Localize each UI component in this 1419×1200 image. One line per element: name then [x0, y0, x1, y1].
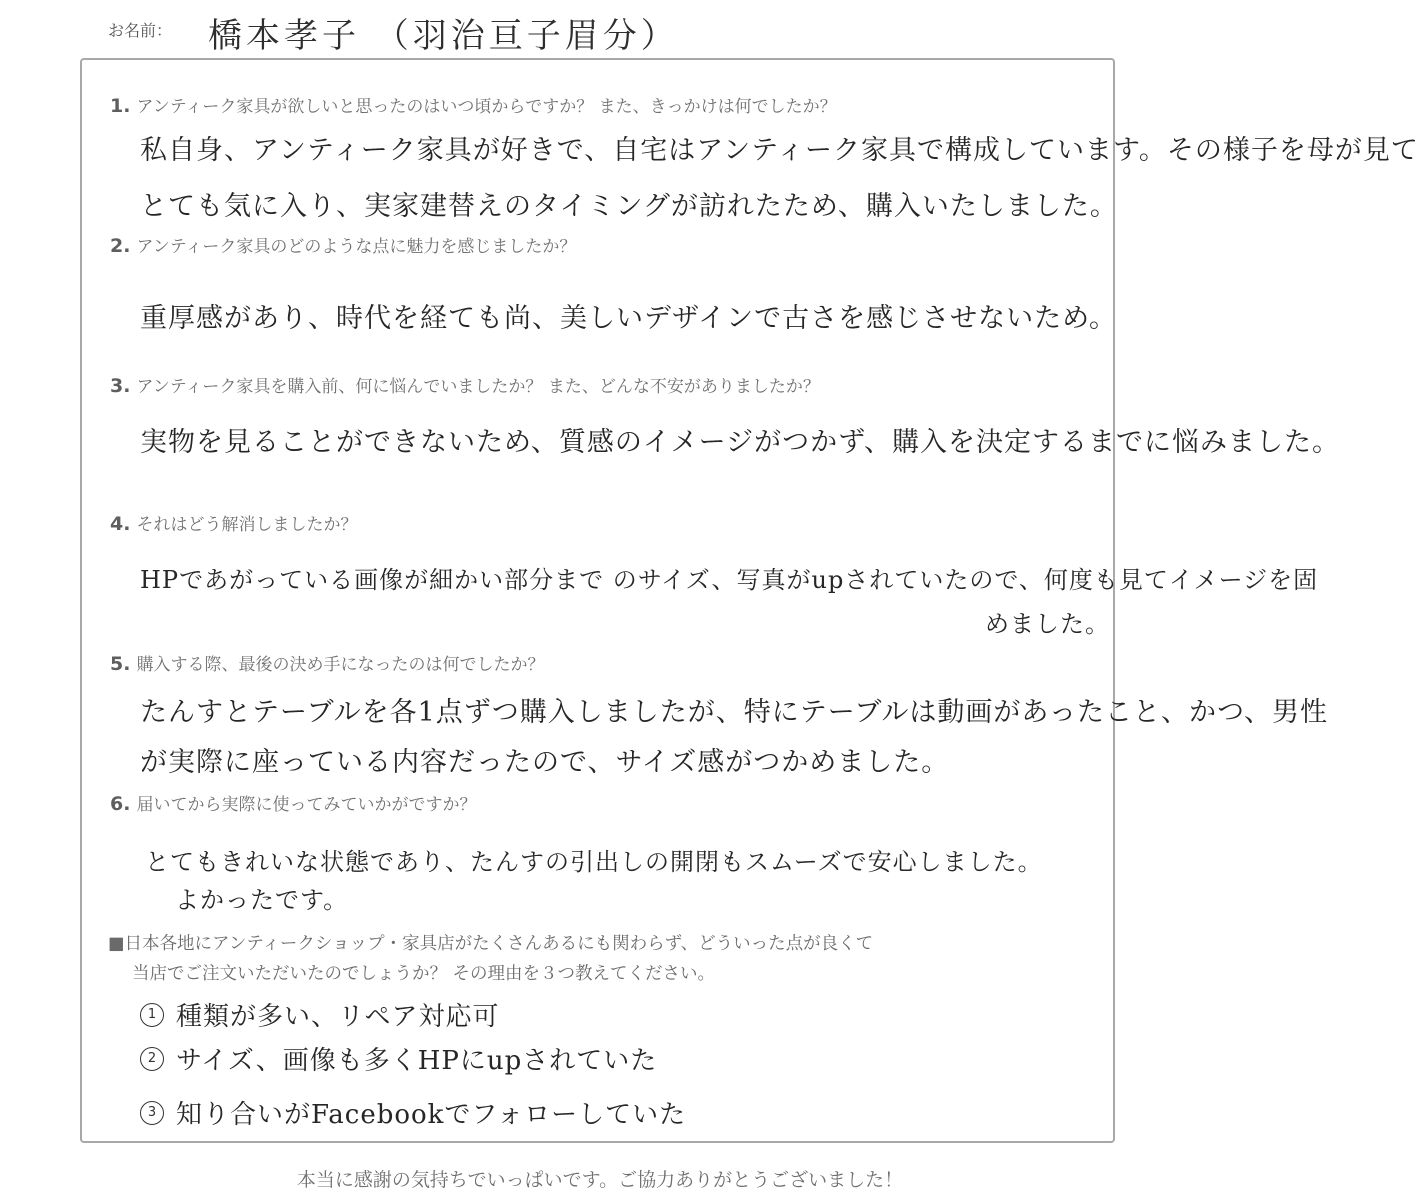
- question-4-text: それはどう解消しましたか？: [136, 515, 358, 535]
- answer-2-line-1: 重厚感があり、時代を経ても尚、美しいデザインで古さを感じさせないため。: [140, 303, 1118, 334]
- question-3-text: アンティーク家具を購入前、何に悩んでいましたか？ また、どんな不安がありましたか？: [136, 377, 820, 397]
- question-4-number: 4.: [110, 513, 131, 535]
- question-3: [110, 372, 820, 397]
- answer-1-line-2: とても気に入り、実家建替えのタイミングが訪れたため、購入いたしました。: [140, 191, 1118, 222]
- answer-4-line-2: めました。: [985, 610, 1110, 638]
- bonus-question-line-1: ■日本各地にアンティークショップ・家具店がたくさんあるにも関わらず、どういった点が良くて: [108, 934, 874, 954]
- answer-1-line-1: 私自身、アンティーク家具が好きで、自宅はアンティーク家具で構成しています。その様子を母が見て: [140, 135, 1419, 166]
- thank-you-footer: 本当に感謝の気持ちでいっぱいです。ご協力ありがとうございました！: [296, 1169, 904, 1191]
- answer-4-line-1: HPであがっている画像が細かい部分まで のサイズ、写真がupされていたので、何度も見てイメージを固: [140, 566, 1319, 594]
- reason-3-number-circle: 3: [140, 1101, 164, 1125]
- question-6-text: 届いてから実際に使ってみていかがですか？: [136, 795, 477, 815]
- question-4: [110, 510, 357, 535]
- reason-3-text: 知り合いがFacebookでフォローしていた: [176, 1100, 687, 1130]
- question-1: [110, 92, 837, 117]
- bonus-question-line-2: 当店でご注文いただいたのでしょうか？ その理由を３つ教えてください。: [132, 964, 716, 984]
- question-2: [110, 232, 576, 257]
- answer-5-line-1: たんすとテーブルを各1点ずつ購入しましたが、特にテーブルは動画があったこと、かつ、男性: [140, 697, 1328, 728]
- answer-6-line-1: とてもきれいな状態であり、たんすの引出しの開閉もスムーズで安心しました。: [145, 848, 1043, 876]
- question-6-number: 6.: [110, 793, 131, 815]
- reason-2-text: サイズ、画像も多くHPにupされていた: [176, 1046, 658, 1076]
- answer-3-line-1: 実物を見ることができないため、質感のイメージがつかず、購入を決定するまでに悩みました。: [140, 427, 1340, 458]
- answer-5-line-2: が実際に座っている内容だったので、サイズ感がつかめました。: [140, 747, 950, 778]
- question-5-number: 5.: [110, 653, 131, 675]
- question-5: [110, 650, 544, 675]
- reason-1: [140, 996, 499, 1033]
- answer-6-line-2: よかったです。: [175, 886, 349, 914]
- reason-1-number-circle: 1: [140, 1003, 164, 1027]
- reason-2-number-circle: 2: [140, 1047, 164, 1071]
- reason-2: [140, 1040, 657, 1077]
- name-label: お名前：: [108, 21, 173, 40]
- question-1-text: アンティーク家具が欲しいと思ったのはいつ頃からですか？ また、きっかけは何でしたか？: [136, 97, 837, 117]
- question-2-number: 2.: [110, 235, 131, 257]
- name-row: [108, 12, 1108, 56]
- question-3-number: 3.: [110, 375, 131, 397]
- name-value: 橋本孝子 （羽治亘子眉分）: [208, 16, 679, 56]
- question-2-text: アンティーク家具のどのような点に魅力を感じましたか？: [136, 237, 577, 257]
- question-1-number: 1.: [110, 95, 131, 117]
- reason-3: [140, 1094, 686, 1131]
- reason-1-text: 種類が多い、リペア対応可: [176, 1002, 500, 1032]
- question-5-text: 購入する際、最後の決め手になったのは何でしたか？: [136, 655, 545, 675]
- question-6: [110, 790, 476, 815]
